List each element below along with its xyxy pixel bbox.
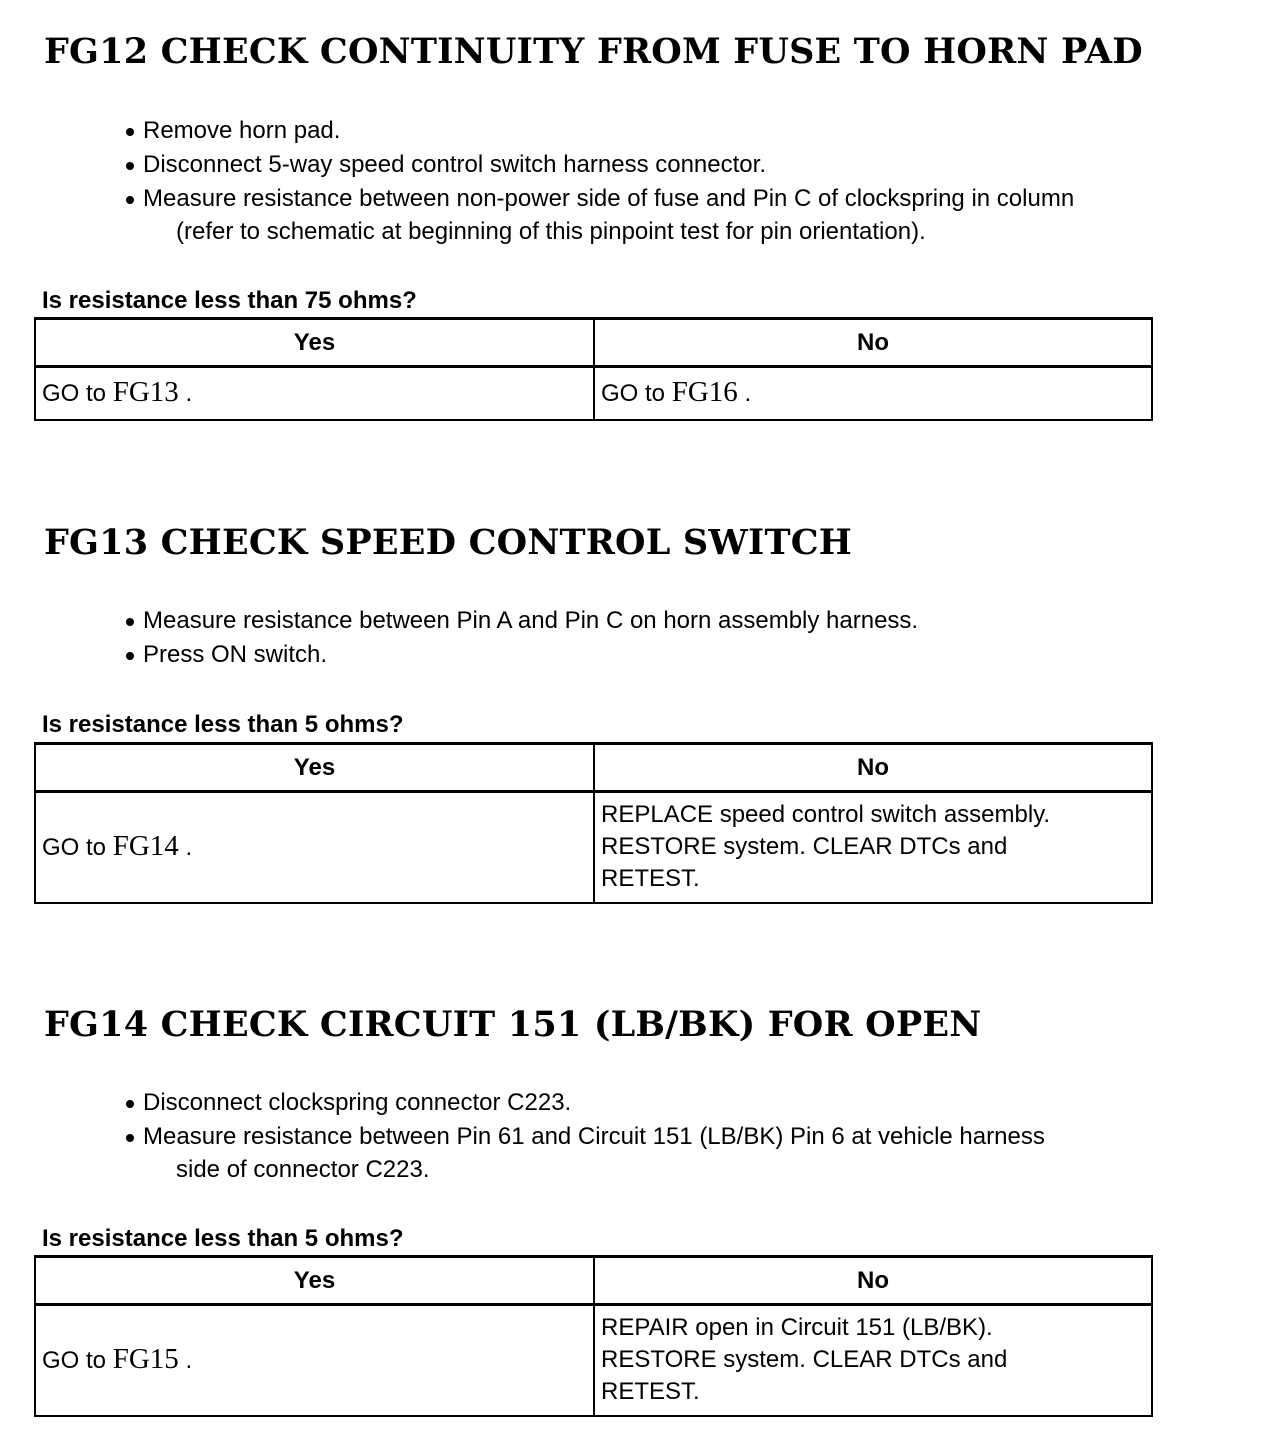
answer-table [34, 317, 1153, 421]
goto-link-fg16[interactable]: FG16 [671, 376, 738, 409]
bullet-icon [126, 652, 134, 660]
list-item-continuation: (refer to schematic at beginning of this pinpoint test for pin orientation). [176, 218, 926, 245]
yes-header: Yes [35, 319, 594, 367]
list-item: Remove horn pad. [124, 114, 1074, 148]
goto-link-fg15[interactable]: FG15 [112, 1343, 179, 1376]
bullet-icon [126, 128, 134, 136]
no-cell: GO to FG16 . [594, 367, 1152, 420]
instruction-list [124, 114, 1074, 249]
instruction-list [124, 1086, 1045, 1187]
bullet-icon [126, 162, 134, 170]
list-item-continuation: side of connector C223. [176, 1156, 430, 1183]
list-item: Measure resistance between Pin 61 and Circuit 151 (LB/BK) Pin 6 at vehicle harness side of connector C223. [124, 1120, 1045, 1187]
no-header: No [594, 744, 1152, 792]
answer-table [34, 742, 1153, 904]
list-item: Measure resistance between non-power side of fuse and Pin C of clockspring in column (refer to schematic at beginning of this pinpoint test for pin orientation). [124, 182, 1074, 249]
instruction-list [124, 604, 918, 672]
yes-cell: GO to FG15 . [35, 1305, 594, 1416]
no-cell: REPAIR open in Circuit 151 (LB/BK). RESTORE system. CLEAR DTCs and RETEST. [594, 1305, 1152, 1416]
list-item: Disconnect 5-way speed control switch harness connector. [124, 148, 1074, 182]
yes-cell: GO to FG14 . [35, 792, 594, 903]
step-title: FG12 CHECK CONTINUITY FROM FUSE TO HORN PAD [44, 31, 1143, 72]
question: Is resistance less than 75 ohms? [42, 287, 417, 314]
bullet-icon [126, 1134, 134, 1142]
list-item: Disconnect clockspring connector C223. [124, 1086, 1045, 1120]
no-header: No [594, 319, 1152, 367]
list-item: Measure resistance between Pin A and Pin C on horn assembly harness. [124, 604, 918, 638]
bullet-icon [126, 196, 134, 204]
list-item: Press ON switch. [124, 638, 918, 672]
question: Is resistance less than 5 ohms? [42, 711, 404, 738]
step-title: FG13 CHECK SPEED CONTROL SWITCH [44, 522, 853, 563]
yes-header: Yes [35, 744, 594, 792]
bullet-icon [126, 1100, 134, 1108]
goto-link-fg13[interactable]: FG13 [112, 376, 179, 409]
bullet-icon [126, 618, 134, 626]
no-cell: REPLACE speed control switch assembly. RESTORE system. CLEAR DTCs and RETEST. [594, 792, 1152, 903]
question: Is resistance less than 5 ohms? [42, 1225, 404, 1252]
no-header: No [594, 1257, 1152, 1305]
goto-link-fg14[interactable]: FG14 [112, 830, 179, 863]
answer-table [34, 1255, 1153, 1417]
yes-header: Yes [35, 1257, 594, 1305]
yes-cell: GO to FG13 . [35, 367, 594, 420]
step-title: FG14 CHECK CIRCUIT 151 (LB/BK) FOR OPEN [44, 1004, 982, 1045]
